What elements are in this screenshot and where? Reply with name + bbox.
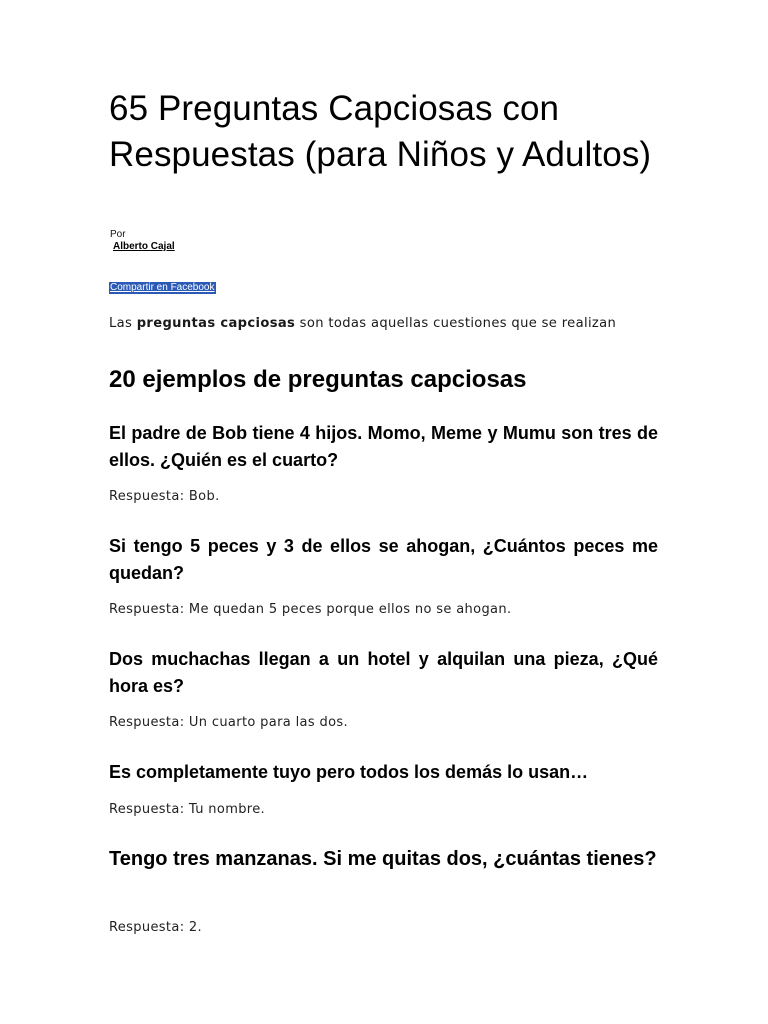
answer-1: Respuesta: Bob. xyxy=(109,489,220,504)
question-1: El padre de Bob tiene 4 hijos. Momo, Meme y Mumu son tres de ellos. ¿Quién es el cuarto? xyxy=(109,423,658,470)
answer-5: Respuesta: 2. xyxy=(109,920,203,935)
byline-label: Por xyxy=(110,229,126,240)
answer-2: Respuesta: Me quedan 5 peces porque ellos no se ahogan. xyxy=(109,602,512,617)
section-heading: 20 ejemplos de preguntas capciosas xyxy=(109,366,527,393)
share-facebook-link[interactable]: Compartir en Facebook xyxy=(110,282,215,293)
author-link[interactable]: Alberto Cajal xyxy=(113,241,175,252)
question-3: Dos muchachas llegan a un hotel y alquilan una pieza, ¿Qué hora es? xyxy=(109,649,658,696)
answer-4: Respuesta: Tu nombre. xyxy=(109,802,266,817)
intro-text-after: son todas aquellas cuestiones que se realizan xyxy=(295,316,617,331)
intro-paragraph xyxy=(109,315,658,333)
answer-3: Respuesta: Un cuarto para las dos. xyxy=(109,715,348,730)
intro-bold-term: preguntas capciosas xyxy=(136,316,296,331)
question-5: Tengo tres manzanas. Si me quitas dos, ¿cuántas tienes? xyxy=(109,848,657,870)
article-title: 65 Preguntas Capciosas con Respuestas (para Niños y Adultos) xyxy=(109,89,652,174)
intro-text-before: Las xyxy=(109,316,137,331)
question-2: Si tengo 5 peces y 3 de ellos se ahogan, ¿Cuántos peces me quedan? xyxy=(109,536,658,583)
question-4: Es completamente tuyo pero todos los demás lo usan… xyxy=(109,762,589,782)
